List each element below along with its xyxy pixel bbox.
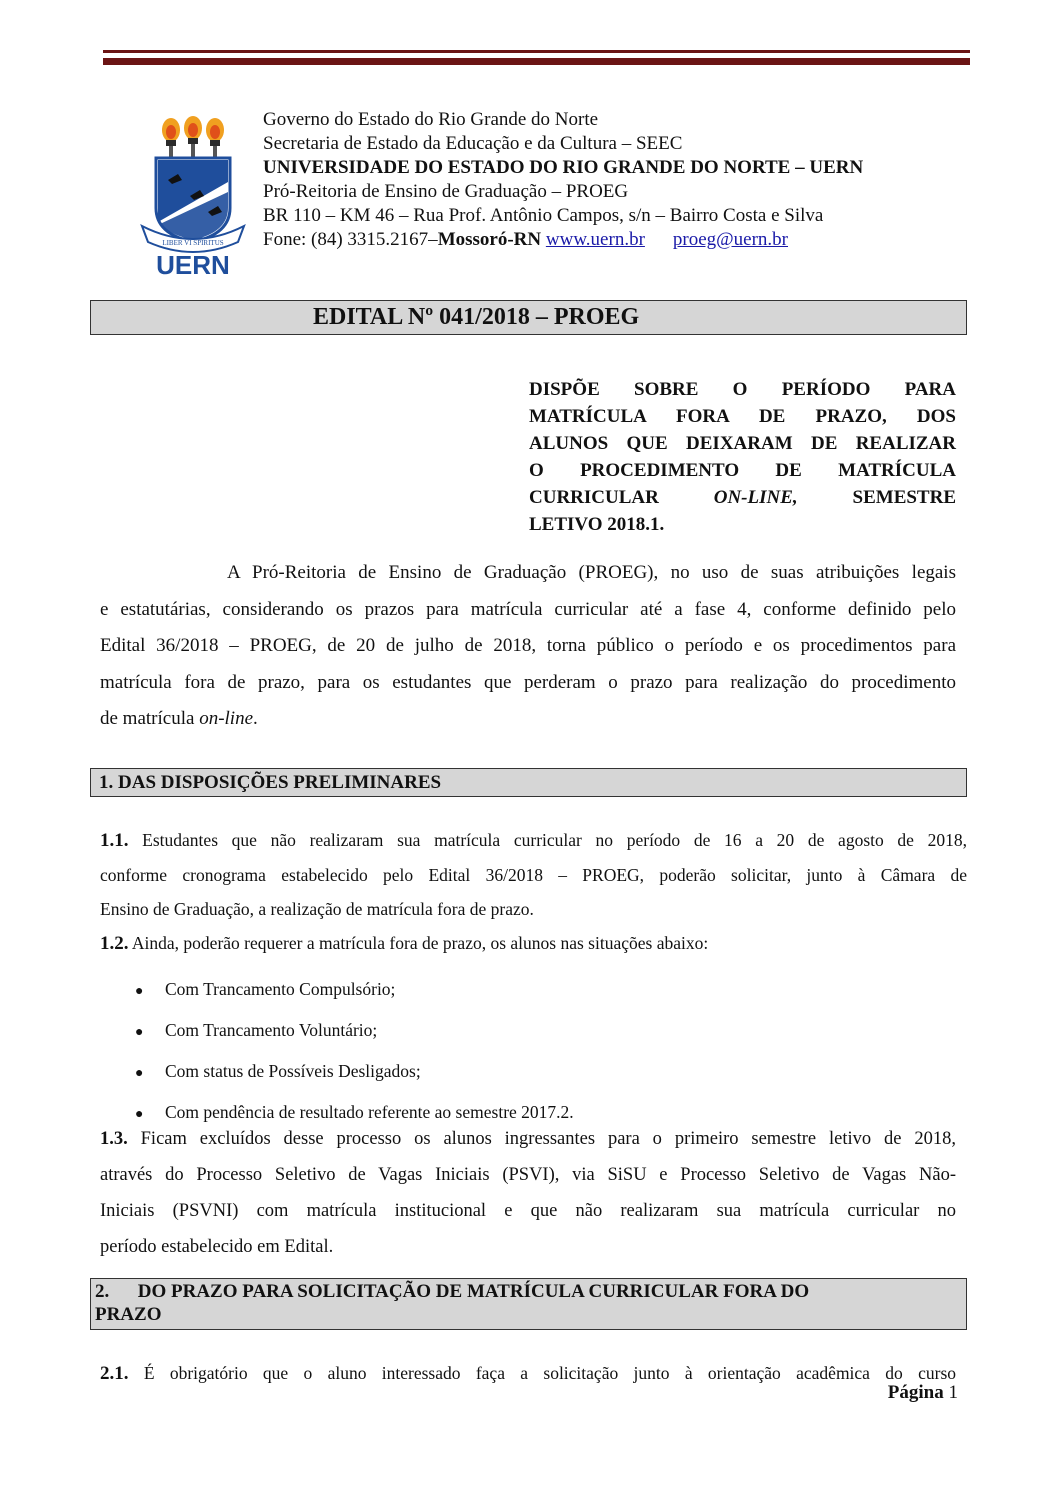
edital-title-box (90, 300, 967, 335)
clause-number: 1.1. (100, 830, 129, 851)
intro-text: de matrícula (100, 708, 200, 729)
ementa-line: ALUNOS QUE DEIXARAM DE REALIZAR (529, 433, 956, 454)
bullet-icon: ● (135, 1025, 144, 1040)
intro-italic: on-line (199, 708, 254, 729)
header-line-2: Secretaria de Estado da Educação e da Cultura – SEEC (263, 133, 683, 154)
torch-icon (162, 118, 180, 158)
list-item (135, 1011, 574, 1052)
header-line-5: BR 110 – KM 46 – Rua Prof. Antônio Campos, s/n – Bairro Costa e Silva (263, 205, 824, 226)
paragraph-line (100, 1121, 956, 1157)
ementa-line: MATRÍCULA FORA DE PRAZO, DOS (529, 406, 956, 427)
torch-icon (206, 118, 224, 158)
top-rule-thin (103, 50, 970, 53)
section-2-title-line-1: 2. DO PRAZO PARA SOLICITAÇÃO DE MATRÍCULA CURRICULAR FORA DO (95, 1281, 810, 1302)
paragraph-line (100, 823, 967, 858)
logo-text: UERN (156, 250, 230, 278)
list-item-text: Com pendência de resultado referente ao semestre 2017.2. (165, 1102, 574, 1122)
paragraph-line (100, 1356, 956, 1391)
top-rule-thick (103, 58, 970, 65)
city-text: Mossoró-RN (437, 229, 542, 250)
section-1-paragraph-3 (100, 1121, 956, 1265)
section-2-paragraph-1 (100, 1356, 956, 1391)
intro-line: Edital 36/2018 – PROEG, de 20 de julho de 2018, torna público o período e os procedimentos para (100, 635, 956, 656)
page-label: Página (887, 1382, 944, 1403)
paragraph-line: Ensino de Graduação, a realização de matrícula fora de prazo. (100, 899, 534, 919)
clause-number: 1.2. (100, 933, 129, 954)
clause-text: É obrigatório que o aluno interessado faça a solicitação junto à orientação acadêmica do curso (128, 1363, 956, 1383)
clause-text: Ficam excluídos desse processo os alunos ingressantes para o primeiro semestre letivo de 2018, (127, 1129, 956, 1149)
list-item-text: Com status de Possíveis Desligados; (165, 1061, 421, 1081)
paragraph-line: conforme cronograma estabelecido pelo Edital 36/2018 – PROEG, poderão solicitar, junto à Câmara de (100, 865, 967, 885)
edital-title: EDITAL Nº 041/2018 – PROEG (313, 304, 640, 330)
page-number (888, 1382, 958, 1404)
institution-header (263, 108, 963, 252)
email-link[interactable]: proeg@uern.br (672, 229, 789, 250)
intro-paragraph (100, 555, 956, 738)
ementa-line: LETIVO 2018.1. (529, 514, 665, 535)
ementa-line: O PROCEDIMENTO DE MATRÍCULA (529, 460, 956, 481)
ementa-word: CURRICULAR (529, 487, 659, 508)
intro-line: A Pró-Reitoria de Ensino de Graduação (PROEG), no uso de suas atribuições legais (227, 562, 956, 583)
clause-text: Estudantes que não realizaram sua matrícula curricular no período de 16 a 20 de agosto de 2018, (128, 830, 967, 850)
intro-line: e estatutárias, considerando os prazos para matrícula curricular até a fase 4, conforme definido pelo (100, 598, 956, 620)
phone-text: Fone: (84) 3315.2167– (263, 229, 438, 250)
ementa-line (529, 484, 956, 511)
bullet-icon: ● (135, 1107, 144, 1122)
list-item (135, 1052, 574, 1093)
clause-number: 1.3. (100, 1129, 128, 1149)
logo-motto: LIBER VI SPIRITUS (162, 239, 224, 247)
paragraph-line: período estabelecido em Edital. (100, 1237, 334, 1257)
clause-number: 2.1. (100, 1363, 129, 1384)
torch-icon (184, 116, 202, 158)
list-item-text: Com Trancamento Compulsório; (165, 979, 396, 999)
ementa-word-italic: ON-LINE, (713, 487, 798, 508)
clause-text: Ainda, poderão requerer a matrícula fora de prazo, os alunos nas situações abaixo: (128, 933, 709, 953)
header-line-3: UNIVERSIDADE DO ESTADO DO RIO GRANDE DO NORTE – UERN (263, 157, 864, 178)
ementa-line: DISPÕE SOBRE O PERÍODO PARA (529, 379, 956, 400)
paragraph-line: Iniciais (PSVNI) com matrícula institucional e que não realizaram sua matrícula curricular no (100, 1201, 956, 1221)
paragraph-line: através do Processo Seletivo de Vagas Iniciais (PSVI), via SiSU e Processo Seletivo de Vagas Não- (100, 1165, 956, 1185)
paragraph-line (100, 926, 967, 961)
uern-logo (138, 112, 248, 278)
section-2-title-line-2: PRAZO (95, 1304, 162, 1325)
section-1-header (90, 768, 967, 797)
header-line-4: Pró-Reitoria de Ensino de Graduação – PROEG (263, 181, 629, 202)
list-item-text: Com Trancamento Voluntário; (165, 1020, 378, 1040)
bullet-icon: ● (135, 984, 144, 999)
header-contact-line (263, 228, 963, 252)
section-1-title: 1. DAS DISPOSIÇÕES PRELIMINARES (99, 772, 442, 793)
intro-line (100, 701, 956, 738)
situations-list (135, 970, 574, 1134)
list-item (135, 970, 574, 1011)
ementa-word: SEMESTRE (852, 487, 956, 508)
section-1-paragraph-1 (100, 823, 967, 961)
ementa (529, 376, 956, 538)
page-number-value: 1 (948, 1382, 958, 1403)
website-link[interactable]: www.uern.br (545, 229, 645, 250)
header-line-1: Governo do Estado do Rio Grande do Norte (263, 109, 599, 130)
intro-line: matrícula fora de prazo, para os estudantes que perderam o prazo para realização do procedimento (100, 671, 956, 693)
intro-text: . (253, 708, 258, 729)
section-2-header (90, 1278, 967, 1330)
bullet-icon: ● (135, 1066, 144, 1081)
